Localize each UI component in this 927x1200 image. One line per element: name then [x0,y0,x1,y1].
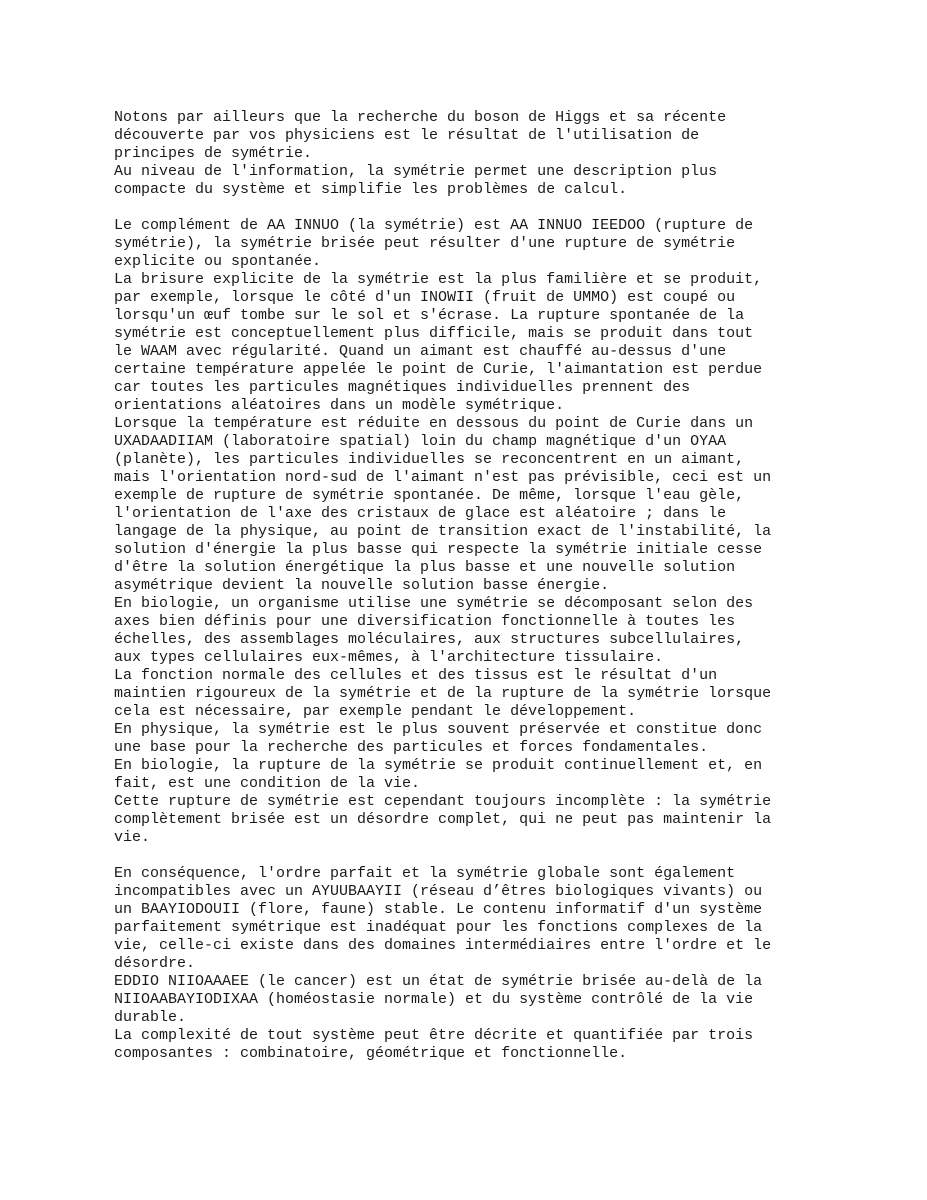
text-line: maintien rigoureux de la symétrie et de la rupture de la symétrie lorsque [114,685,772,702]
paragraph-gap [114,199,814,217]
text-line: La fonction normale des cellules et des tissus est le résultat d'un [114,667,718,684]
text-line: En biologie, la rupture de la symétrie se produit continuellement et, en [114,757,763,774]
text-line: NIIOAABAYIODIXAA (homéostasie normale) et du système contrôlé de la vie [114,991,754,1008]
paragraph-gap [114,847,814,865]
text-line: composantes : combinatoire, géométrique et fonctionnelle. [114,1045,628,1062]
text-line: Lorsque la température est réduite en dessous du point de Curie dans un [114,415,754,432]
text-line: incompatibles avec un AYUUBAAYII (réseau d’êtres biologiques vivants) ou [114,883,763,900]
text-line: langage de la physique, au point de transition exact de l'instabilité, la [114,523,772,540]
text-line: vie. [114,829,151,846]
text-line: principes de symétrie. [114,145,313,162]
text-line: UXADAADIIAM (laboratoire spatial) loin du champ magnétique d'un OYAA [114,433,727,450]
text-line: cela est nécessaire, par exemple pendant le développement. [114,703,637,720]
text-line: explicite ou spontanée. [114,253,322,270]
text-line: Le complément de AA INNUO (la symétrie) est AA INNUO IEEDOO (rupture de [114,217,754,234]
text-line: d'être la solution énergétique la plus basse et une nouvelle solution [114,559,736,576]
text-line: mais l'orientation nord-sud de l'aimant n'est pas prévisible, ceci est un [114,469,772,486]
text-line: complètement brisée est un désordre complet, qui ne peut pas maintenir la [114,811,772,828]
text-line: fait, est une condition de la vie. [114,775,421,792]
text-line: parfaitement symétrique est inadéquat pour les fonctions complexes de la [114,919,763,936]
text-line: vie, celle-ci existe dans des domaines intermédiaires entre l'ordre et le [114,937,772,954]
text-line: solution d'énergie la plus basse qui respecte la symétrie initiale cesse [114,541,763,558]
text-line: aux types cellulaires eux-mêmes, à l'architecture tissulaire. [114,649,664,666]
text-line: La complexité de tout système peut être décrite et quantifiée par trois [114,1027,754,1044]
text-line: par exemple, lorsque le côté d'un INOWII (fruit de UMMO) est coupé ou [114,289,736,306]
text-line: axes bien définis pour une diversification fonctionnelle à toutes les [114,613,736,630]
text-line: certaine température appelée le point de Curie, l'aimantation est perdue [114,361,763,378]
text-line: une base pour la recherche des particules et forces fondamentales. [114,739,709,756]
text-line: échelles, des assemblages moléculaires, aux structures subcellulaires, [114,631,745,648]
text-line: compacte du système et simplifie les problèmes de calcul. [114,181,628,198]
text-line: En physique, la symétrie est le plus souvent préservée et constitue donc [114,721,763,738]
paragraph [114,865,814,1063]
text-line: le WAAM avec régularité. Quand un aimant est chauffé au-dessus d'une [114,343,727,360]
text-line: La brisure explicite de la symétrie est la plus familière et se produit, [114,271,763,288]
text-line: symétrie est conceptuellement plus difficile, mais se produit dans tout [114,325,754,342]
text-line: car toutes les particules magnétiques individuelles prennent des [114,379,691,396]
text-line: durable. [114,1009,187,1026]
text-line: un BAAYIODOUII (flore, faune) stable. Le contenu informatif d'un système [114,901,763,918]
text-line: exemple de rupture de symétrie spontanée. De même, lorsque l'eau gèle, [114,487,745,504]
text-line: désordre. [114,955,196,972]
text-line: EDDIO NIIOAAAEE (le cancer) est un état de symétrie brisée au-delà de la [114,973,763,990]
text-line: Cette rupture de symétrie est cependant toujours incomplète : la symétrie [114,793,772,810]
text-line: asymétrique devient la nouvelle solution basse énergie. [114,577,610,594]
text-line: En conséquence, l'ordre parfait et la symétrie globale sont également [114,865,736,882]
text-line: l'orientation de l'axe des cristaux de glace est aléatoire ; dans le [114,505,727,522]
text-line: lorsqu'un œuf tombe sur le sol et s'écrase. La rupture spontanée de la [114,307,745,324]
document-body [114,109,814,1063]
text-line: Notons par ailleurs que la recherche du boson de Higgs et sa récente [114,109,727,126]
text-line: symétrie), la symétrie brisée peut résulter d'une rupture de symétrie [114,235,736,252]
text-line: découverte par vos physiciens est le résultat de l'utilisation de [114,127,700,144]
paragraph [114,217,814,847]
paragraph [114,109,814,199]
text-line: (planète), les particules individuelles se reconcentrent en un aimant, [114,451,745,468]
text-line: Au niveau de l'information, la symétrie permet une description plus [114,163,718,180]
text-line: orientations aléatoires dans un modèle symétrique. [114,397,565,414]
text-line: En biologie, un organisme utilise une symétrie se décomposant selon des [114,595,754,612]
